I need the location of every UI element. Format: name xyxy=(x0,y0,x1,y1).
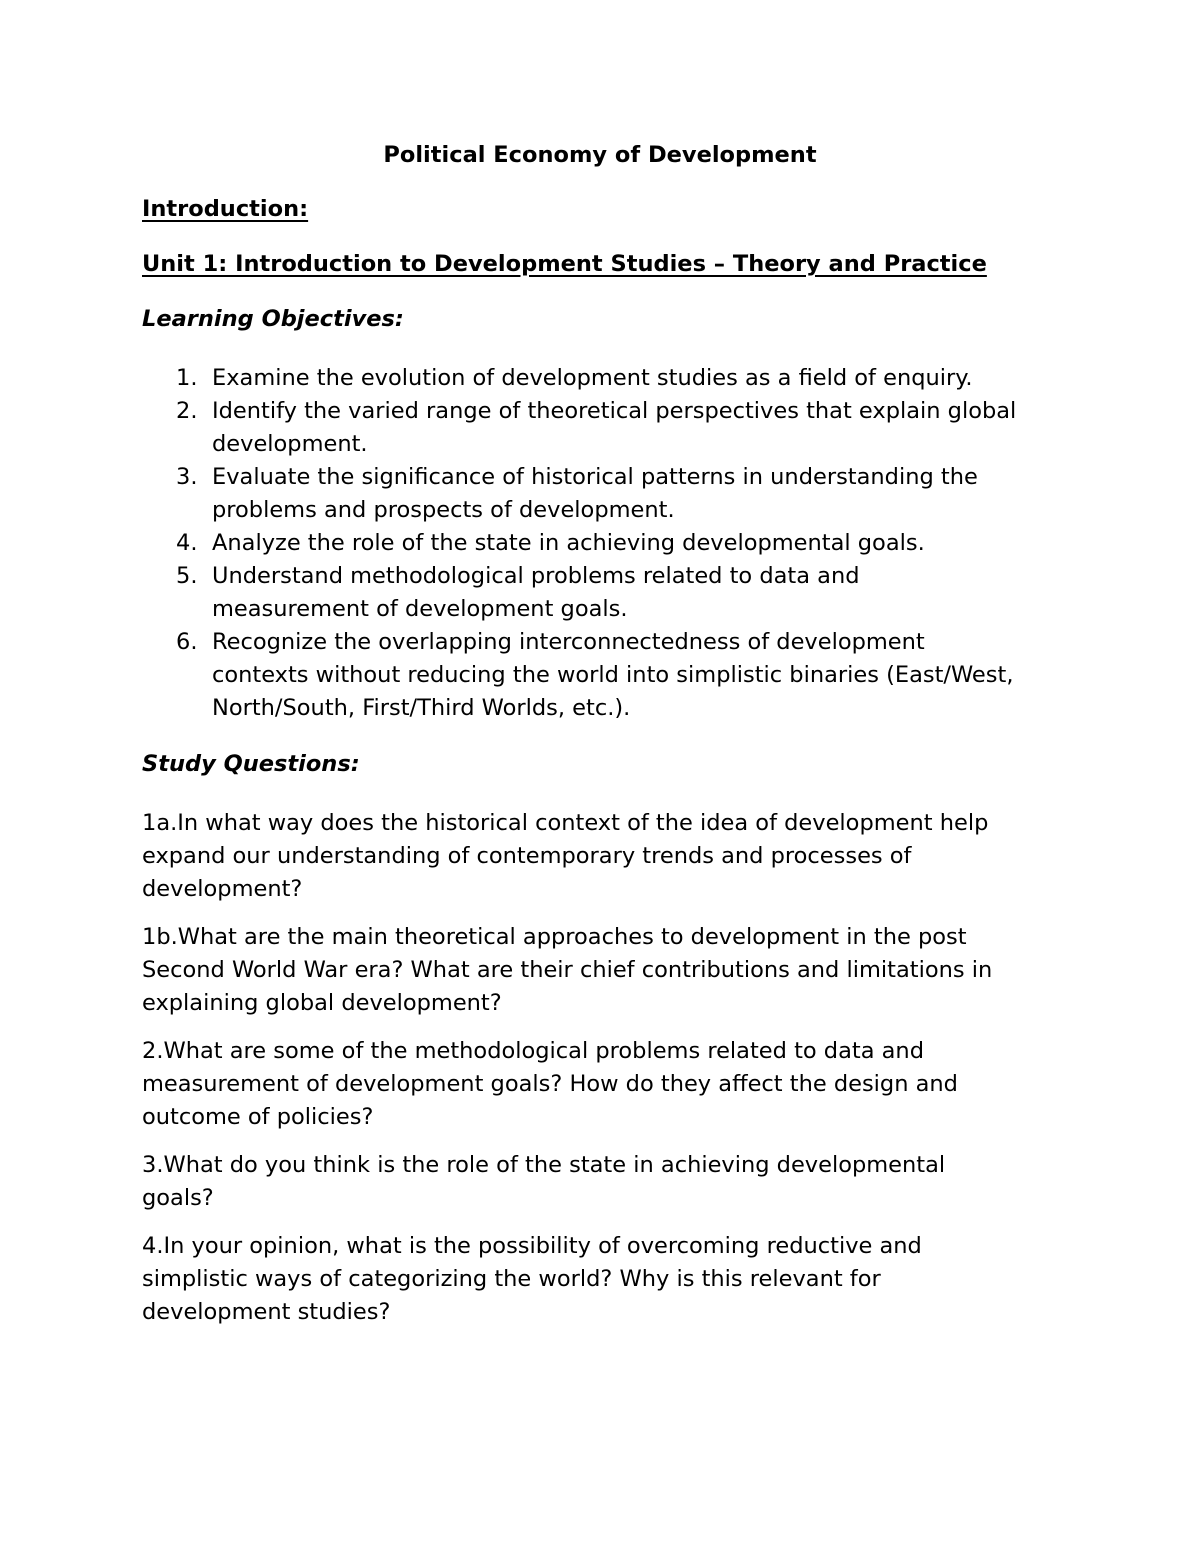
question-line: 1b.What are the main theoretical approaches to development in the post xyxy=(142,924,967,950)
study-questions-heading: Study Questions: xyxy=(142,751,360,777)
study-question xyxy=(142,807,1072,906)
objective-text xyxy=(212,362,1200,395)
objective-line: problems and prospects of development. xyxy=(212,497,675,523)
learning-objectives-heading: Learning Objectives: xyxy=(142,306,404,332)
objective-item xyxy=(0,626,1200,725)
question-line: 1a.In what way does the historical context of the idea of development help xyxy=(142,810,989,836)
question-line: 3.What do you think is the role of the state in achieving developmental xyxy=(142,1152,946,1178)
study-questions-list xyxy=(142,807,1072,1344)
question-line: development studies? xyxy=(142,1299,391,1325)
objective-line: contexts without reducing the world into simplistic binaries (East/West, xyxy=(212,662,1014,688)
question-line: development? xyxy=(142,876,303,902)
objective-line: Identify the varied range of theoretical perspectives that explain global xyxy=(212,398,1017,424)
question-line: 2.What are some of the methodological problems related to data and xyxy=(142,1038,924,1064)
question-line: explaining global development? xyxy=(142,990,502,1016)
objective-item xyxy=(0,461,1200,527)
study-question xyxy=(142,921,1072,1020)
learning-objectives-list xyxy=(0,362,1200,725)
objective-item xyxy=(0,362,1200,395)
objective-number: 3. xyxy=(176,464,198,490)
objective-text xyxy=(212,527,1200,560)
study-question xyxy=(142,1230,1072,1329)
question-line: simplistic ways of categorizing the world? Why is this relevant for xyxy=(142,1266,881,1292)
question-line: measurement of development goals? How do they affect the design and xyxy=(142,1071,958,1097)
objective-number: 4. xyxy=(176,530,198,556)
question-line: goals? xyxy=(142,1185,214,1211)
objective-line: Evaluate the significance of historical patterns in understanding the xyxy=(212,464,978,490)
introduction-heading: Introduction: xyxy=(142,196,309,222)
objective-number: 1. xyxy=(176,365,198,391)
objective-number: 5. xyxy=(176,563,198,589)
objective-item xyxy=(0,527,1200,560)
objective-line: measurement of development goals. xyxy=(212,596,628,622)
objective-line: Understand methodological problems related to data and xyxy=(212,563,860,589)
question-line: outcome of policies? xyxy=(142,1104,374,1130)
unit-heading: Unit 1: Introduction to Development Studies – Theory and Practice xyxy=(142,251,987,277)
objective-line: Examine the evolution of development studies as a field of enquiry. xyxy=(212,365,973,391)
question-line: 4.In your opinion, what is the possibility of overcoming reductive and xyxy=(142,1233,922,1259)
objective-line: Analyze the role of the state in achieving developmental goals. xyxy=(212,530,925,556)
objective-line: Recognize the overlapping interconnectedness of development xyxy=(212,629,925,655)
objective-text xyxy=(212,395,1200,461)
question-line: Second World War era? What are their chief contributions and limitations in xyxy=(142,957,993,983)
objective-number: 6. xyxy=(176,629,198,655)
objective-number: 2. xyxy=(176,398,198,424)
study-question xyxy=(142,1035,1072,1134)
study-question xyxy=(142,1149,1072,1215)
question-line: expand our understanding of contemporary trends and processes of xyxy=(142,843,912,869)
objective-line: development. xyxy=(212,431,368,457)
objective-item xyxy=(0,395,1200,461)
document-title: Political Economy of Development xyxy=(383,142,817,168)
objective-line: North/South, First/Third Worlds, etc.). xyxy=(212,695,631,721)
objective-text xyxy=(212,461,1200,527)
objective-item xyxy=(0,560,1200,626)
objective-text xyxy=(212,560,1200,626)
objective-text xyxy=(212,626,1200,725)
